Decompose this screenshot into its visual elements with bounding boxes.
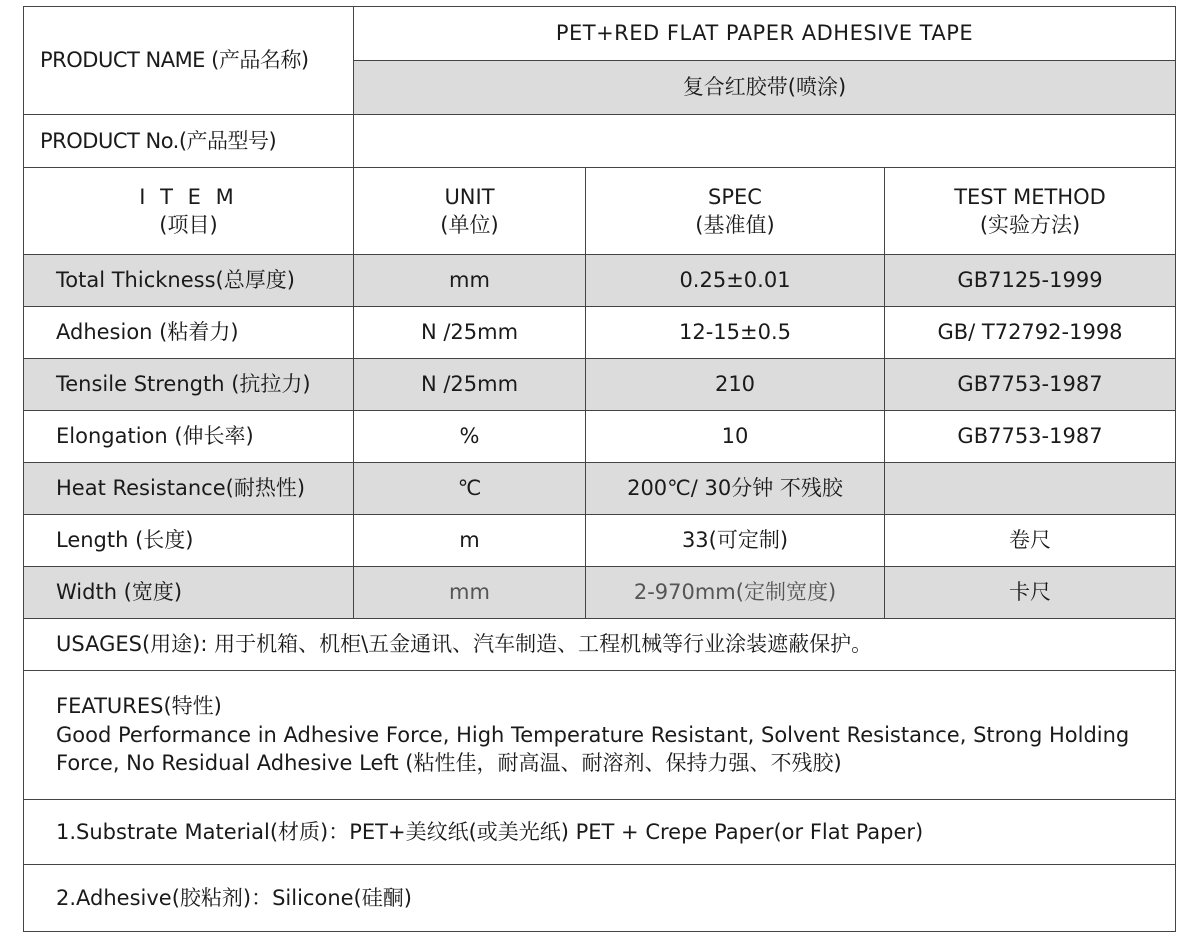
row-spec: 210: [586, 359, 885, 411]
spec-sheet: [23, 6, 1175, 932]
table-row: [24, 463, 1176, 515]
header-row: [24, 168, 1176, 255]
features-body: Good Performance in Adhesive Force, High Temperature Resistant, Solvent Resistance, Strong Holding Force, No Residual Adhesive Left (粘性佳，耐高温、耐溶剂、保持力强、不残胶): [56, 722, 1130, 776]
header-item-cn: (项目): [159, 213, 218, 237]
product-no-row: [24, 115, 1176, 168]
table-row: [24, 359, 1176, 411]
header-item-en: I T E M: [139, 184, 238, 209]
header-method: [885, 168, 1176, 255]
spec-table: [23, 6, 1176, 932]
row-item: Elongation (伸长率): [24, 411, 354, 463]
row-method: 卷尺: [885, 515, 1176, 567]
row-unit: ℃: [354, 463, 586, 515]
features-row: [24, 671, 1176, 800]
product-no-value: [354, 115, 1176, 168]
header-unit-en: UNIT: [444, 184, 495, 209]
header-method-en: TEST METHOD: [954, 184, 1106, 209]
row-spec: 12-15±0.5: [586, 307, 885, 359]
header-spec: [586, 168, 885, 255]
row-item: Tensile Strength (抗拉力): [24, 359, 354, 411]
row-item: Adhesion (粘着力): [24, 307, 354, 359]
header-spec-cn: (基准值): [695, 213, 775, 237]
row-item: Length (长度): [24, 515, 354, 567]
header-item: [24, 168, 354, 255]
table-row: [24, 567, 1176, 619]
adhesive-row: [24, 865, 1176, 932]
row-method: 卡尺: [885, 567, 1176, 619]
row-unit: mm: [354, 567, 586, 619]
header-spec-en: SPEC: [708, 184, 762, 209]
product-name-row: [24, 7, 1176, 61]
substrate-row: [24, 800, 1176, 865]
features-cell: [24, 671, 1176, 800]
product-no-label: PRODUCT No.(产品型号): [24, 115, 354, 168]
adhesive-text: 2.Adhesive(胶粘剂)：Silicone(硅酮): [24, 865, 1176, 932]
row-spec: 2-970mm(定制宽度): [586, 567, 885, 619]
row-unit: N /25mm: [354, 359, 586, 411]
row-method: GB/ T72792-1998: [885, 307, 1176, 359]
row-item: Width (宽度): [24, 567, 354, 619]
row-unit: N /25mm: [354, 307, 586, 359]
table-row: [24, 515, 1176, 567]
row-method: GB7753-1987: [885, 411, 1176, 463]
table-row: [24, 411, 1176, 463]
row-item: Total Thickness(总厚度): [24, 255, 354, 307]
substrate-text: 1.Substrate Material(材质)：PET+美纹纸(或美光纸) PET + Crepe Paper(or Flat Paper): [24, 800, 1176, 865]
row-unit: m: [354, 515, 586, 567]
usages-row: [24, 619, 1176, 671]
features-title: FEATURES(特性): [56, 694, 222, 719]
row-unit: mm: [354, 255, 586, 307]
header-unit: [354, 168, 586, 255]
table-row: [24, 255, 1176, 307]
product-name-cn: 复合红胶带(喷涂): [354, 61, 1176, 115]
row-spec: 33(可定制): [586, 515, 885, 567]
product-name-en: PET+RED FLAT PAPER ADHESIVE TAPE: [354, 7, 1176, 61]
row-unit: %: [354, 411, 586, 463]
header-unit-cn: (单位): [440, 213, 499, 237]
row-spec: 200℃/ 30分钟 不残胶: [586, 463, 885, 515]
usages-text: USAGES(用途): 用于机箱、机柜\五金通讯、汽车制造、工程机械等行业涂装遮蔽保护。: [24, 619, 1176, 671]
product-name-label: PRODUCT NAME (产品名称): [24, 7, 354, 115]
header-method-cn: (实验方法): [979, 213, 1081, 237]
row-spec: 10: [586, 411, 885, 463]
row-item: Heat Resistance(耐热性): [24, 463, 354, 515]
table-row: [24, 307, 1176, 359]
row-method: [885, 463, 1176, 515]
row-spec: 0.25±0.01: [586, 255, 885, 307]
row-method: GB7753-1987: [885, 359, 1176, 411]
row-method: GB7125-1999: [885, 255, 1176, 307]
